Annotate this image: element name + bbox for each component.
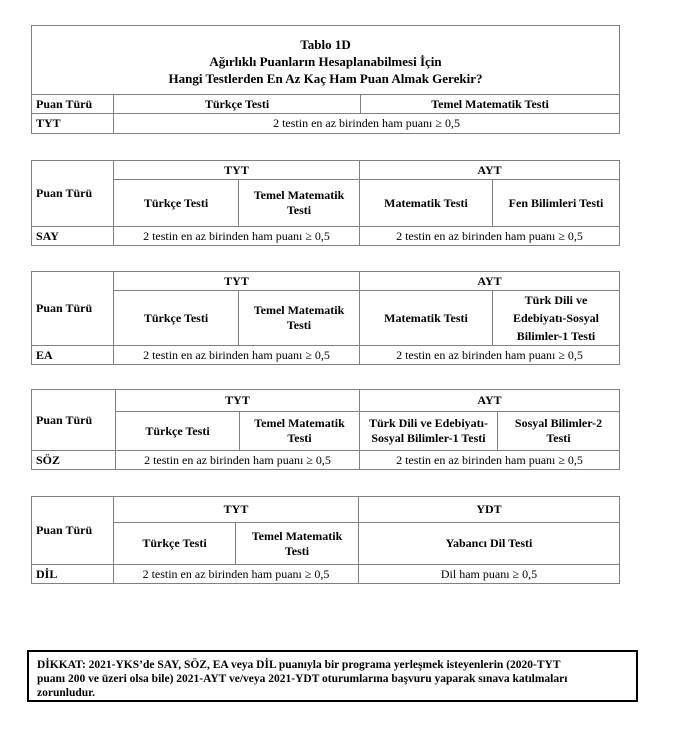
header-temel-matematik: Temel Matematik Testi [236, 523, 359, 565]
table-ea [31, 271, 620, 365]
row-value-ydt: Dil ham puanı ≥ 0,5 [359, 565, 620, 584]
header-turkce-testi: Türkçe Testi [114, 180, 239, 227]
notice-box [27, 650, 638, 702]
row-value-tyt: 2 testin en az birinden ham puanı ≥ 0,5 [114, 565, 359, 584]
table-subtitle-2: Hangi Testlerden En Az Kaç Ham Puan Almak Gerekir? [168, 70, 483, 86]
header-fen-bilimleri: Fen Bilimleri Testi [493, 180, 620, 227]
header-puan-turu: Puan Türü [32, 272, 114, 346]
group-tyt: TYT [114, 272, 360, 291]
notice-line-2: puanı 200 ve üzeri olsa bile) 2021-AYT ve/veya 2021-YDT oturumlarına başvuru yaparak sınava katılmaları [37, 673, 568, 685]
header-sosyal-bilimler-2: Sosyal Bilimler-2 Testi [498, 412, 620, 451]
group-tyt: TYT [114, 161, 360, 180]
group-ayt: AYT [360, 161, 620, 180]
table-soz [31, 389, 620, 470]
row-value-ayt: 2 testin en az birinden ham puanı ≥ 0,5 [360, 346, 620, 365]
table-subtitle-1: Ağırlıklı Puanların Hesaplanabilmesi İçin [209, 53, 442, 69]
header-matematik-testi: Matematik Testi [360, 180, 493, 227]
header-turk-dili-sosyal-1: Türk Dili ve Edebiyatı-Sosyal Bilimler-1 Testi [493, 291, 620, 346]
group-tyt: TYT [116, 390, 360, 412]
header-temel-matematik: Temel Matematik Testi [361, 95, 620, 114]
header-turkce-testi: Türkçe Testi [114, 523, 236, 565]
row-label-ea: EA [32, 346, 114, 365]
group-ayt: AYT [360, 390, 620, 412]
header-temel-matematik: Temel Matematik Testi [240, 412, 360, 451]
header-temel-matematik: Temel Matematik Testi [239, 291, 360, 346]
table-dil [31, 496, 620, 584]
row-value-ayt: 2 testin en az birinden ham puanı ≥ 0,5 [360, 227, 620, 246]
table-tyt [31, 25, 620, 134]
row-value-tyt: 2 testin en az birinden ham puanı ≥ 0,5 [114, 346, 360, 365]
header-turk-dili-sosyal-1: Türk Dili ve Edebiyatı-Sosyal Bilimler-1 Testi [360, 412, 498, 451]
header-yabanci-dil: Yabancı Dil Testi [359, 523, 620, 565]
row-label-soz: SÖZ [32, 451, 116, 470]
header-turkce-testi: Türkçe Testi [116, 412, 240, 451]
group-tyt: TYT [114, 497, 359, 523]
header-turkce-testi: Türkçe Testi [114, 291, 239, 346]
header-puan-turu: Puan Türü [32, 161, 114, 227]
header-matematik-testi: Matematik Testi [360, 291, 493, 346]
notice-line-3: zorunludur. [37, 687, 96, 699]
group-ayt: AYT [360, 272, 620, 291]
row-value-tyt: 2 testin en az birinden ham puanı ≥ 0,5 [114, 227, 360, 246]
header-puan-turu: Puan Türü [32, 95, 114, 114]
row-value-ayt: 2 testin en az birinden ham puanı ≥ 0,5 [360, 451, 620, 470]
row-label-dil: DİL [32, 565, 114, 584]
row-value-tyt: 2 testin en az birinden ham puanı ≥ 0,5 [114, 114, 620, 134]
row-value-tyt: 2 testin en az birinden ham puanı ≥ 0,5 [116, 451, 360, 470]
row-label-tyt: TYT [32, 114, 114, 134]
header-puan-turu: Puan Türü [32, 390, 116, 451]
row-label-say: SAY [32, 227, 114, 246]
group-ydt: YDT [359, 497, 620, 523]
notice-line-1: DİKKAT: 2021-YKS’de SAY, SÖZ, EA veya DİL puanıyla bir programa yerleşmek isteyenlerin (2020-TYT [37, 659, 561, 671]
table-title-cell [32, 26, 620, 95]
header-temel-matematik: Temel Matematik Testi [239, 180, 360, 227]
header-turkce-testi: Türkçe Testi [114, 95, 361, 114]
header-puan-turu: Puan Türü [32, 497, 114, 565]
table-title: Tablo 1D [300, 36, 351, 52]
table-say [31, 160, 620, 246]
